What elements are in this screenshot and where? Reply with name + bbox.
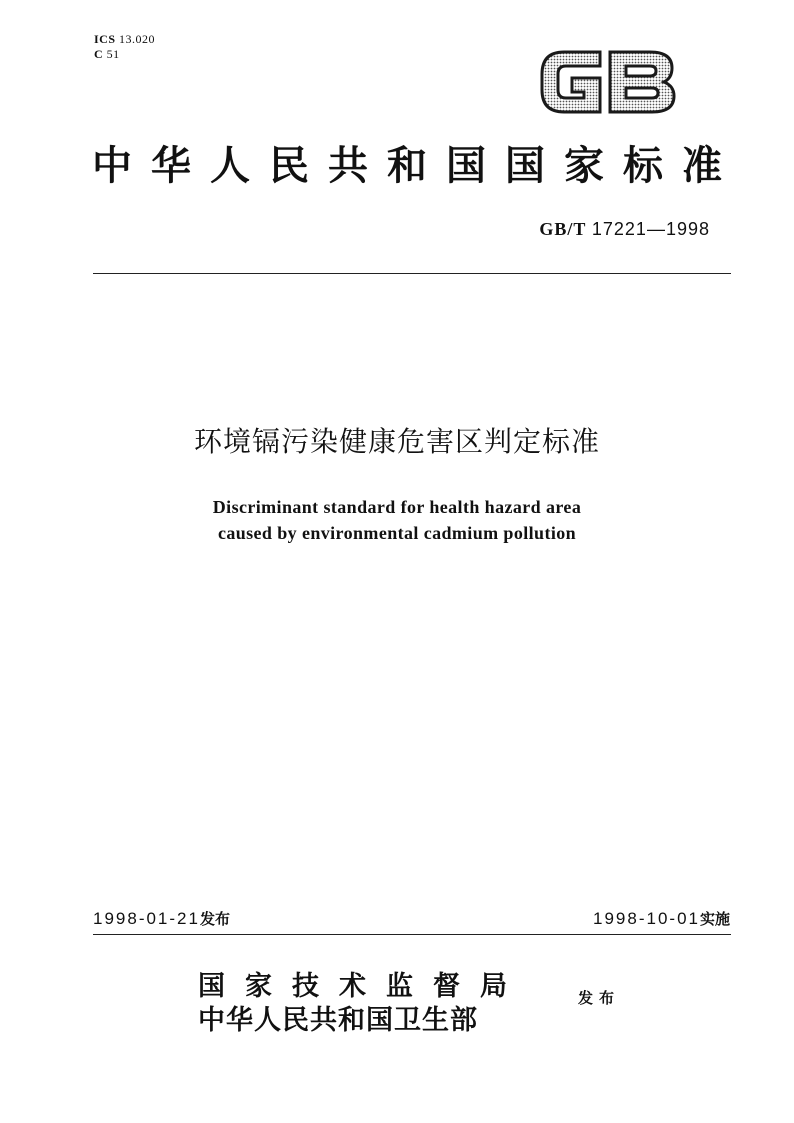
issue-date-value: 1998-01-21 [93, 909, 200, 928]
issuers-issue-word: 发布 [578, 989, 621, 1007]
ics-value: 13.020 [119, 32, 156, 46]
effective-date-value: 1998-10-01 [593, 909, 700, 928]
document-title-en-line2: caused by environmental cadmium pollution [217, 523, 577, 543]
issuing-authorities [198, 970, 527, 1038]
ccs-label: C [94, 47, 104, 61]
header-divider [93, 273, 731, 274]
classification-codes [94, 32, 155, 62]
standard-number-prefix: GB/T [539, 219, 587, 239]
ics-label: ICS [94, 32, 116, 46]
issue-date [93, 908, 230, 929]
issue-date-word: 发布 [199, 910, 230, 928]
document-title-en [0, 494, 794, 546]
gb-logo-icon [538, 46, 678, 118]
standard-number [500, 219, 710, 240]
footer-divider [93, 934, 731, 935]
issuer-line-1: 国家技术监督局 [198, 971, 527, 1002]
effective-date [593, 908, 730, 929]
ccs-code-row [94, 47, 155, 62]
document-title-en-line1: Discriminant standard for health hazard area [212, 497, 582, 517]
document-title-cn: 环境镉污染健康危害区判定标准 [193, 425, 600, 458]
ccs-value: 51 [106, 47, 120, 61]
effective-date-word: 实施 [699, 910, 730, 928]
issuer-line-2: 中华人民共和国卫生部 [198, 1005, 478, 1036]
ics-code-row [94, 32, 155, 47]
standard-number-digits: 17221—1998 [591, 219, 710, 239]
national-standard-title: 中华人民共和国国家标准 [92, 142, 741, 189]
